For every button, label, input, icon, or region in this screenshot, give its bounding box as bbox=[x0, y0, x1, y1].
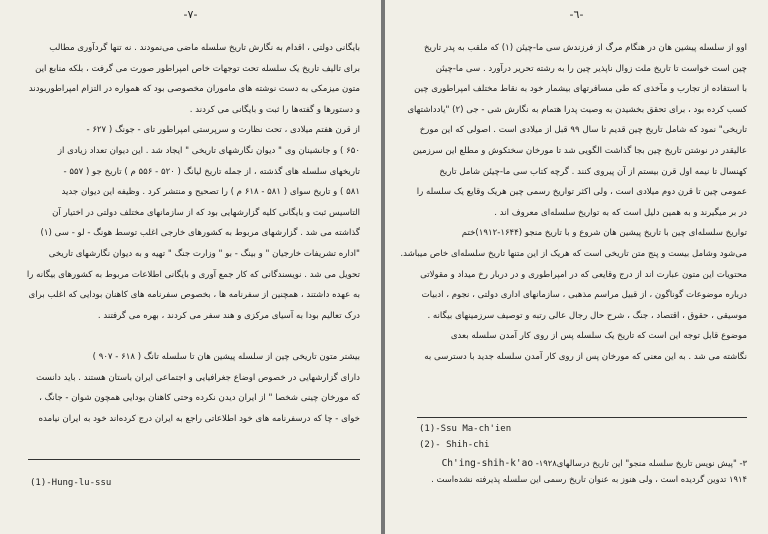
footnote: (1)-Hung-lu-ssu bbox=[30, 478, 112, 488]
text-line: بیشتر متون تاریخی چین از سلسله پیشین هان تا سلسله تانگ ( ۶۱۸ - ۹۰۷ ) bbox=[92, 351, 360, 362]
text-line: عمومی چین تا قرن دوم میلادی است ، ولی اکثر تواریخ رسمی چین هریک وقایع یک سلسله را bbox=[416, 187, 747, 198]
text-line: کسب کرده بود ، برای تحقق بخشیدن به وصیت پدرا هتمام به نگارش شی - جی (۲) "یادداشتهای bbox=[407, 104, 747, 115]
footnote-text: ۳- "پیش نویس تاریخ سلسله منجو" این تاریخ درسالهای۱۹۲۸- bbox=[535, 458, 747, 468]
text-line: محتویات این متون عبارت اند از درج وقایعی که در امپراطوری و در دربار رخ میداد و مقولاتی bbox=[420, 269, 747, 280]
text-line: درباره موضوعات گوناگون ، از قبیل مراسم مذهبی ، سازمانهای اداری دولتی ، نجوم ، ادبیات bbox=[421, 290, 747, 301]
footnote-separator bbox=[28, 459, 360, 460]
text-line: می‌شود وشامل بیست و پنج متن تاریخی است که هریک از این متنها تاریخ سلسله‌ای خاص میباشد. bbox=[400, 248, 747, 259]
page-number: -٦- bbox=[569, 8, 584, 21]
text-line: ۶۵۰ ) و جانشینان وی " دیوان نگارشهای تاریخی " ایجاد شد . این دیوان تعداد زیادی از bbox=[57, 145, 360, 156]
text-line: اوو از سلسله پیشین هان در هنگام مرگ از فرزندش سی ما-چیئن (۱) که ملقب به پدر تاریخ bbox=[424, 43, 747, 53]
right-page bbox=[385, 0, 768, 534]
text-line: بایگانی دولتی ، اقدام به نگارش تاریخ سلسله ماضی می‌نمودند . نه تنها گردآوری مطالب bbox=[49, 43, 360, 53]
text-line: عالیقدر در نوشتن تاریخ چین بجا گذاشت الگویی شد تا مورخان سختکوش و مطلع این سرزمین bbox=[412, 145, 747, 156]
text-line: تحویل می شد . نویسندگانی که کار جمع آوری و بایگانی اطلاعات مربوط به کشورهای بیگانه را bbox=[26, 269, 360, 280]
text-line: از قرن هفتم میلادی ، تحت نظارت و سرپرستی امپراطور تای - جونگ ( ۶۲۷ - bbox=[86, 125, 360, 136]
text-line: ۵۸۱ ) و تاریخ سوای ( ۵۸۱ - ۶۱۸ م ) را تصحیح و منتشر کرد . وظیفه این دیوان جدید bbox=[61, 187, 360, 198]
text-line: چین است خواست تا تاریخ ملت زوال ناپذیر چین را به رشته تحریر درآورد . سی ما-چیئن bbox=[435, 63, 747, 74]
text-line: و دستورها و گفته‌ها را ثبت و بایگانی می کردند . bbox=[189, 104, 360, 115]
left-page bbox=[0, 0, 381, 534]
text-line: "اداره تشریفات خارجیان " و بینگ - بو " وزارت جنگ " تهیه و به دیوان نگارشهای تاریخی bbox=[48, 248, 360, 259]
text-line: خوای - چا که درسفرنامه های خود اطلاعاتی راجع به ایران درج کرده‌اند خود به ایران نیامده bbox=[38, 413, 360, 424]
text-line: گذاشته می شد . گزارشهای مربوط به کشورهای خارجی اغلب توسط هونگ - لو - سی (۱) bbox=[40, 228, 360, 239]
footnote: (1)-Ssu Ma-ch'ien bbox=[419, 424, 512, 434]
text-line: نگاشته می شد . به این معنی که مورخان پس از روی کار آمدن سلسله جدید با دسترسی به bbox=[424, 351, 747, 362]
page-text bbox=[28, 38, 360, 429]
text-line: دارای گزارشهایی در خصوص اوضاع جغرافیایی و اجتماعی ایران باستان هستند . باید دانست bbox=[36, 372, 360, 383]
text-line: موسیقی ، حقوق ، اقتصاد ، جنگ ، شرح حال رجال عالی رتبه و توصیف سرزمینهای بیگانه . bbox=[427, 310, 747, 321]
footnote-continuation: ۱۹۱۴ تدوین گردیده است ، ولی هنوز به عنوان تاریخ رسمی این سلسله پذیرفته نشده‌است . bbox=[431, 474, 747, 484]
footnote: (2)- Shih-chi bbox=[419, 440, 490, 450]
footnote-separator bbox=[417, 417, 747, 418]
text-line: تاریخهای سلسله های گذشته ، از جمله تاریخ لیانگ ( ۵۲۰ - ۵۵۶ م ) تاریخ جو ( ۵۵۷ - bbox=[63, 166, 360, 177]
page-text bbox=[400, 38, 747, 368]
text-line: التاسیس ثبت و بایگانی کلیه گزارشهایی بود که از سازمانهای مختلف دولتی در اختیار آن bbox=[52, 207, 360, 218]
text-line: موضوع قابل توجه این است که تاریخ یک سلسله پس از روی کار آمدن سلسله بعدی bbox=[450, 331, 747, 342]
text-line: به عهده داشتند ، همچنین از سفرنامه ها ، بخصوص سفرنامه های کاهنان بودایی که اغلب برای bbox=[28, 290, 360, 301]
text-line: متون میزمکی به دست نوشته های ماموران مخصوصی بود که همواره در التزام امپراطوربودند bbox=[28, 84, 360, 95]
text-line: درک تعالیم بودا به آسیای مرکزی و هند سفر می کردند ، بهره می گرفتند . bbox=[97, 310, 360, 321]
text-line: با استفاده از تجارب و مآخذی که طی مسافرتهای بیشمار خود به نقاط مختلف امپراطوری چین bbox=[414, 84, 747, 95]
text-line bbox=[28, 326, 360, 347]
text-line: تواریخ سلسله‌ای چین با تاریخ پیشین هان شروع و با تاریخ منجو (۱۶۴۴-۱۹۱۲)ختم bbox=[461, 228, 747, 239]
text-line: در بر میگیرند و به همین دلیل است که به تواریخ سلسله‌ای معروف اند . bbox=[494, 207, 747, 218]
text-line: کهنسال تا نیمه اول قرن بیستم از آن پیروی کنند . گرچه کتاب سی ما-چیئن شامل تاریخ bbox=[439, 166, 747, 177]
text-line: تاریخی" نمود که شامل تاریخ چین قدیم تا سال ۹۹ قبل از میلادی است . اصولی که این مورخ bbox=[419, 125, 747, 136]
footnote bbox=[417, 458, 747, 469]
text-line: که مورخان چینی شخصا " از ایران دیدن نکرده وحتی کاهنان بودایی همچون شوان - جانگ ، bbox=[39, 393, 360, 404]
text-line: برای تالیف تاریخ یک سلسله تحت توجهات خاص امپراطور صورت می گرفت ، بلکه منابع این bbox=[35, 63, 360, 74]
page-number: -٧- bbox=[183, 8, 198, 21]
footnote-latin: Ch'ing-shih-k'ao bbox=[441, 458, 534, 469]
